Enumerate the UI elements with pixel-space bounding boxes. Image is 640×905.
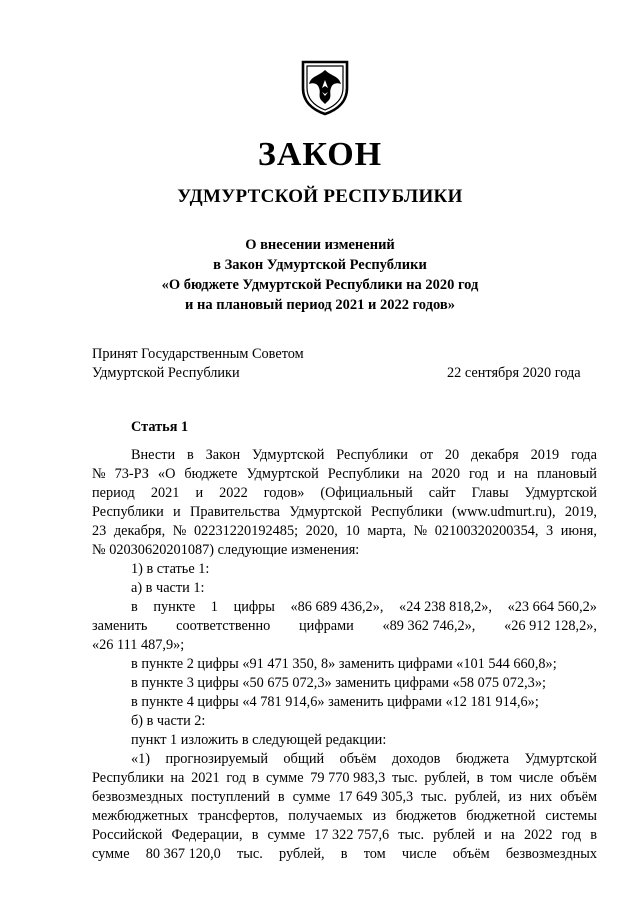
word: «О (157, 466, 176, 482)
intro-line (131, 446, 597, 464)
word: 73-РЗ (114, 466, 149, 482)
doc-title-line: О внесении изменений (245, 237, 395, 253)
word: № (413, 523, 428, 539)
word: объём (339, 751, 377, 767)
word: 2019, (564, 504, 597, 520)
list-item: а) в части 1: (131, 580, 205, 596)
word: прогнозируемый (165, 751, 268, 767)
word: 17 649 305,3 (338, 789, 414, 805)
word: 20 (444, 447, 460, 463)
word: декабря, (113, 523, 166, 539)
word: 2020, (305, 523, 338, 539)
word: плановый (536, 466, 597, 482)
word: числе (401, 846, 437, 862)
word: декабря (471, 447, 519, 463)
word: Удмуртской (252, 447, 325, 463)
word: на (514, 466, 529, 482)
forecast-line (92, 788, 597, 806)
word: из (508, 789, 522, 805)
word: сумме (265, 770, 304, 786)
word: на (408, 466, 423, 482)
word: период (92, 485, 135, 501)
word: год (561, 827, 582, 843)
word: пункте (153, 599, 196, 615)
word: «1) (131, 751, 151, 767)
word: из (372, 808, 386, 824)
word: в (340, 846, 348, 862)
law-subtitle: УДМУРТСКОЙ РЕСПУБЛИКИ (177, 186, 463, 207)
word: общий (283, 751, 325, 767)
intro-line (92, 465, 597, 483)
word: в (476, 770, 484, 786)
word: (Официальный (320, 485, 413, 501)
forecast-line (92, 769, 597, 787)
word: на (170, 770, 185, 786)
word: рублей (433, 827, 476, 843)
word: 2021 (191, 770, 220, 786)
word: 02231220192485; (194, 523, 299, 539)
word: «23 664 560,2» (507, 599, 597, 615)
word: в (187, 447, 194, 463)
word: 02100320200354, (434, 523, 539, 539)
word: том (490, 770, 513, 786)
intro-line (92, 484, 597, 502)
word: бюджете (184, 466, 238, 482)
paragraph-line: в пункте 2 цифры «91 471 350, 8» заменить цифрами «101 544 660,8»; (131, 656, 557, 672)
word: рублей, (454, 789, 501, 805)
list-item: 1) в статье 1: (131, 561, 210, 577)
word: в (131, 599, 138, 615)
word: сайт (428, 485, 456, 501)
word: 10 (345, 523, 360, 539)
word: доходов (391, 751, 441, 767)
word: заменить (92, 618, 148, 634)
word: и (497, 466, 506, 482)
word: 1 (210, 599, 218, 615)
word: бюджета (455, 751, 510, 767)
word: № (172, 523, 187, 539)
word: бюджетов (395, 808, 457, 824)
word: тыс. (391, 770, 418, 786)
word: тыс. (398, 827, 425, 843)
word: 79 770 983,3 (310, 770, 386, 786)
word: Федерации, (171, 827, 243, 843)
word: года (571, 447, 597, 463)
word: в (277, 789, 285, 805)
word: объём (452, 846, 490, 862)
list-item: б) в части 2: (131, 713, 206, 729)
word: числе (518, 770, 554, 786)
intro-line: № 02030620201087) следующие изменения: (92, 542, 360, 558)
word: 2021 (150, 485, 180, 501)
udmurt-coat-of-arms-icon (299, 58, 351, 116)
paragraph-line: пункт 1 изложить в следующей редакции: (131, 732, 387, 748)
word: системы (545, 808, 597, 824)
adoption-date: 22 сентября 2020 года (447, 365, 581, 381)
paragraph-line (92, 617, 597, 635)
word: Республики (336, 447, 408, 463)
intro-line (92, 503, 597, 521)
word: Российской (92, 827, 163, 843)
word: безвозмездных (505, 846, 597, 862)
word: № (92, 466, 106, 482)
forecast-line (92, 845, 597, 863)
adoption-line: Принят Государственным Советом (92, 346, 304, 362)
forecast-line (92, 807, 597, 825)
word: в (252, 770, 260, 786)
article-heading: Статья 1 (131, 419, 189, 435)
word: 2022 (219, 485, 248, 501)
word: и (484, 827, 492, 843)
word: 2020 (431, 466, 460, 482)
word: цифры (233, 599, 275, 615)
word: 80 367 120,0 (145, 846, 221, 862)
word: межбюджетных (92, 808, 189, 824)
word: сумме (92, 846, 130, 862)
word: и (195, 485, 204, 501)
forecast-line (131, 750, 597, 768)
paragraph-line: «26 111 487,9»; (92, 637, 185, 653)
word: рублей, (424, 770, 470, 786)
word: трансфертов, (198, 808, 279, 824)
forecast-line (92, 826, 597, 844)
word: год (226, 770, 246, 786)
word: 2022 (523, 827, 553, 843)
word: в (590, 827, 597, 843)
word: и (173, 504, 181, 520)
word: «24 238 818,2», (399, 599, 492, 615)
paragraph-line: в пункте 4 цифры «4 781 914,6» заменить цифрами «12 181 914,6»; (131, 694, 539, 710)
word: «89 362 746,2», (382, 618, 476, 634)
word: 2019 (530, 447, 560, 463)
word: Республики (92, 504, 164, 520)
word: Закон (205, 447, 241, 463)
intro-line (92, 522, 597, 540)
paragraph-line (131, 598, 597, 616)
word: цифрами (299, 618, 354, 634)
word: Удмуртской (524, 485, 597, 501)
word: июня, (560, 523, 597, 539)
word: «86 689 436,2», (290, 599, 384, 615)
word: объём (560, 770, 597, 786)
word: в (251, 827, 259, 843)
word: сумме (267, 827, 306, 843)
law-title: ЗАКОН (257, 136, 383, 173)
word: марта, (367, 523, 406, 539)
word: них (529, 789, 553, 805)
word: безвозмездных (92, 789, 184, 805)
word: сумме (292, 789, 331, 805)
word: «26 912 128,2», (504, 618, 597, 634)
word: 17 322 757,6 (314, 827, 390, 843)
word: поступлений (191, 789, 270, 805)
paragraph-line: в пункте 3 цифры «50 675 072,3» заменить цифрами «58 075 072,3»; (131, 675, 546, 691)
word: объём (560, 789, 597, 805)
adoption-line: Удмуртской Республики (92, 365, 240, 381)
word: Главы (471, 485, 509, 501)
doc-title-line: и на плановый период 2021 и 2022 годов» (185, 297, 455, 313)
word: 23 (92, 523, 107, 539)
word: год (468, 466, 489, 482)
word: тыс. (421, 789, 447, 805)
word: Удмуртской (246, 466, 319, 482)
word: (www.udmurt.ru), (452, 504, 556, 520)
word: рублей, (279, 846, 325, 862)
doc-title-line: в Закон Удмуртской Республики (213, 257, 427, 273)
word: на (500, 827, 515, 843)
word: том (363, 846, 386, 862)
doc-title-line: «О бюджете Удмуртской Республики на 2020 год (161, 277, 479, 293)
word: соответственно (176, 618, 271, 634)
word: получаемых (288, 808, 363, 824)
word: Правительства (190, 504, 280, 520)
word: Внести (131, 447, 176, 463)
word: тыс. (237, 846, 263, 862)
word: Республики (370, 504, 443, 520)
word: Республики (327, 466, 400, 482)
word: годов» (263, 485, 305, 501)
word: 3 (546, 523, 554, 539)
word: от (419, 447, 434, 463)
word: Республики (92, 770, 164, 786)
word: Удмуртской (289, 504, 362, 520)
word: бюджетной (466, 808, 536, 824)
word: Удмуртской (524, 751, 597, 767)
